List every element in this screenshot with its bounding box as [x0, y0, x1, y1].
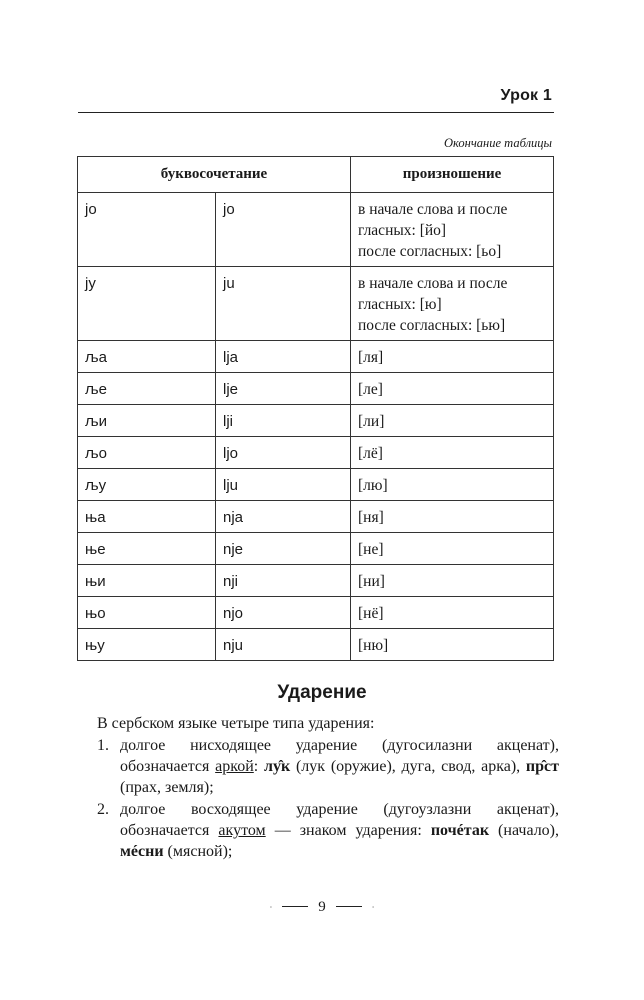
table-row: [78, 267, 554, 341]
section-body: [97, 713, 559, 863]
latin-combination: nje: [216, 533, 351, 565]
pronunciation-line: [лю]: [358, 477, 388, 494]
pronunciation-cell: [351, 341, 554, 373]
cyrillic-combination: њу: [78, 629, 216, 661]
pronunciation-cell: [351, 597, 554, 629]
table-row: [78, 437, 554, 469]
cyrillic-combination: љо: [78, 437, 216, 469]
item-text: :: [253, 758, 264, 775]
pronunciation-cell: [351, 405, 554, 437]
example-word: почéтак: [430, 822, 490, 839]
pronunciation-line: гласных: [йо]: [358, 222, 447, 239]
example-word: лу̂к: [264, 758, 291, 775]
latin-combination: lji: [216, 405, 351, 437]
pronunciation-line: [ля]: [358, 349, 384, 366]
list-number: 2.: [97, 801, 109, 818]
pronunciation-line: в начале слова и после: [358, 275, 508, 292]
pronunciation-cell: [351, 373, 554, 405]
table-header-row: [78, 157, 554, 193]
cyrillic-combination: ље: [78, 373, 216, 405]
latin-combination: njo: [216, 597, 351, 629]
pronunciation-line: [нё]: [358, 605, 384, 622]
table-body: [78, 193, 554, 661]
col-header-pronunciation: произношение: [351, 157, 554, 193]
cyrillic-combination: ју: [78, 267, 216, 341]
item-text: долгое нисходящее ударение (дугосилазни акценат), обозначается: [120, 737, 559, 775]
item-text: (лук (оружие), дуга, свод, арка),: [290, 758, 526, 775]
pronunciation-line: [ли]: [358, 413, 385, 430]
term-underlined: аркой: [215, 758, 254, 775]
latin-combination: nju: [216, 629, 351, 661]
latin-combination: jo: [216, 193, 351, 267]
letter-combination-table: [77, 156, 554, 661]
latin-combination: lje: [216, 373, 351, 405]
list-item: [97, 799, 559, 862]
footer-ornament: [282, 906, 308, 907]
intro-paragraph: В сербском языке четыре типа ударения:: [97, 715, 375, 732]
footer-ornament: [336, 906, 362, 907]
pronunciation-line: [ле]: [358, 381, 383, 398]
table-row: [78, 533, 554, 565]
page-footer: [0, 899, 644, 916]
cyrillic-combination: ља: [78, 341, 216, 373]
pronunciation-line: [ню]: [358, 637, 389, 654]
latin-combination: nja: [216, 501, 351, 533]
pronunciation-line: после согласных: [ью]: [358, 317, 506, 334]
pronunciation-line: [лё]: [358, 445, 383, 462]
pronunciation-line: в начале слова и после: [358, 201, 508, 218]
pronunciation-cell: [351, 193, 554, 267]
stress-type-list: [97, 735, 559, 862]
latin-combination: ju: [216, 267, 351, 341]
header-rule: [78, 112, 554, 113]
list-item: [97, 735, 559, 798]
list-number: 1.: [97, 737, 109, 754]
col-header-combination: буквосочетание: [78, 157, 351, 193]
footer-ornament: ·: [269, 903, 273, 913]
latin-combination: lja: [216, 341, 351, 373]
table-row: [78, 373, 554, 405]
pronunciation-cell: [351, 629, 554, 661]
cyrillic-combination: ња: [78, 501, 216, 533]
pronunciation-line: гласных: [ю]: [358, 296, 442, 313]
cyrillic-combination: ње: [78, 533, 216, 565]
table-row: [78, 405, 554, 437]
cyrillic-combination: њи: [78, 565, 216, 597]
pronunciation-line: [ни]: [358, 573, 385, 590]
table-caption: Окончание таблицы: [443, 136, 552, 150]
pronunciation-cell: [351, 469, 554, 501]
cyrillic-combination: љу: [78, 469, 216, 501]
page-number: 9: [318, 899, 326, 915]
pronunciation-cell: [351, 267, 554, 341]
pronunciation-line: после согласных: [ьо]: [358, 243, 502, 260]
item-text: (мясной);: [163, 843, 233, 860]
table-row: [78, 501, 554, 533]
example-word: пр̂ст: [525, 758, 559, 775]
latin-combination: lju: [216, 469, 351, 501]
cyrillic-combination: јо: [78, 193, 216, 267]
example-word: мéсни: [120, 843, 164, 860]
table-row: [78, 469, 554, 501]
item-text: (начало),: [489, 822, 560, 839]
footer-ornament: ·: [371, 903, 375, 913]
pronunciation-cell: [351, 533, 554, 565]
lesson-label: Урок 1: [500, 87, 552, 104]
latin-combination: ljo: [216, 437, 351, 469]
table-row: [78, 193, 554, 267]
pronunciation-cell: [351, 565, 554, 597]
section-title: Ударение: [277, 682, 367, 703]
table-row: [78, 341, 554, 373]
table-row: [78, 597, 554, 629]
latin-combination: nji: [216, 565, 351, 597]
cyrillic-combination: њо: [78, 597, 216, 629]
table-row: [78, 629, 554, 661]
item-text: долгое восходящее ударение (дугоузлазни акценат), обозначается: [120, 801, 559, 839]
item-text: (прах, земля);: [120, 779, 214, 796]
pronunciation-line: [ня]: [358, 509, 384, 526]
table-row: [78, 565, 554, 597]
cyrillic-combination: љи: [78, 405, 216, 437]
pronunciation-line: [не]: [358, 541, 384, 558]
pronunciation-cell: [351, 437, 554, 469]
term-underlined: акутом: [218, 822, 266, 839]
pronunciation-cell: [351, 501, 554, 533]
item-text: — знаком ударения:: [265, 822, 431, 839]
